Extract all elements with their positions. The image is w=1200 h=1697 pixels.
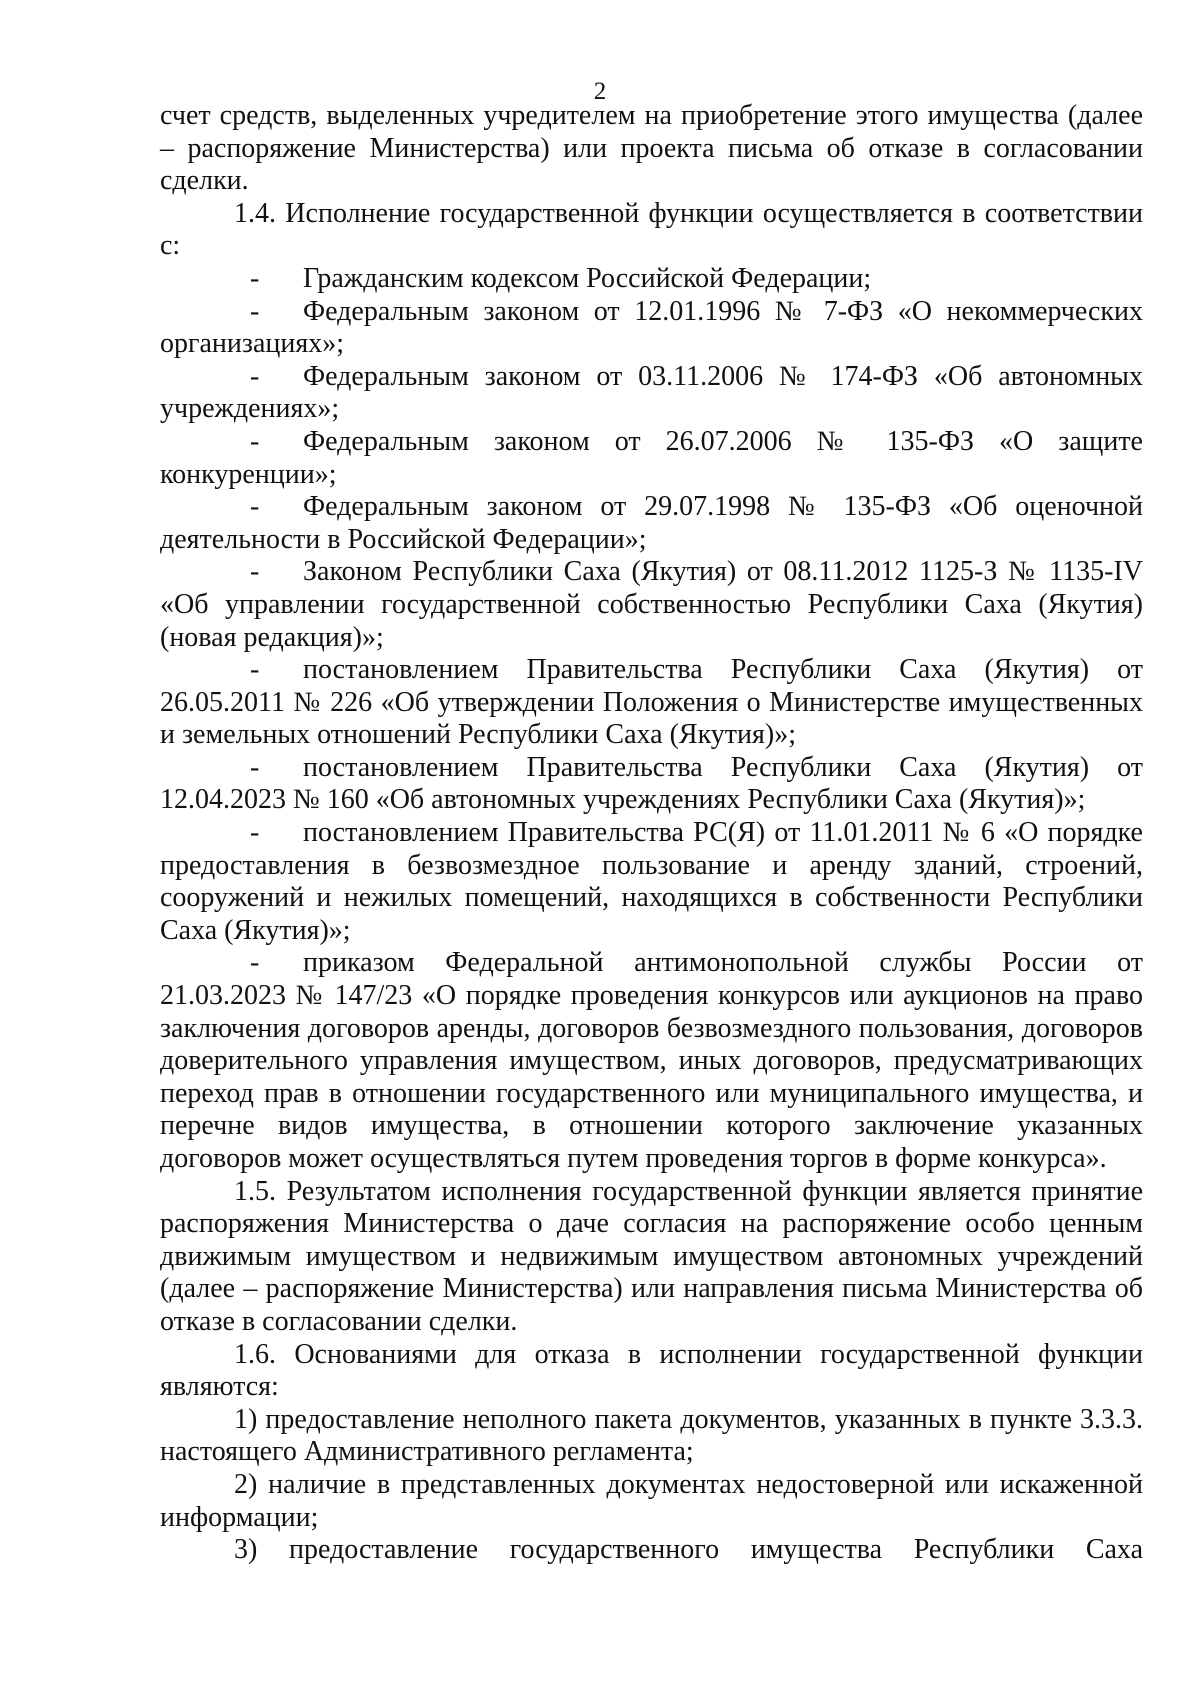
legal-basis-text: Законом Республики Саха (Якутия) от 08.11.2012 1125-З № 1135-IV «Об управлении государственной собственностью Республики Саха (Якутия) (новая редакция)»; <box>160 556 1143 653</box>
legal-basis-text: приказом Федеральной антимонопольной службы России от 21.03.2023 № 147/23 «О порядке проведения конкурсов или аукционов на право заключения договоров аренды, договоров безвозмездного пользования, договоров доверительного управления имуществом, иных договоров, предусматривающих переход прав в отношении государственного или муниципального имущества, и перечне видов имущества, в отношении которого заключение указанных договоров может осуществляться путем проведения торгов в форме конкурса». <box>160 947 1143 1174</box>
legal-basis-text: Федеральным законом от 12.01.1996 № 7-ФЗ «О некоммерческих организациях»; <box>160 295 1143 360</box>
legal-basis-item <box>160 654 1143 752</box>
page-number: 2 <box>593 78 607 105</box>
legal-basis-item <box>160 752 1143 817</box>
document-body <box>160 100 1143 1567</box>
legal-basis-text: Федеральным законом от 03.11.2006 № 174-ФЗ «Об автономных учреждениях»; <box>160 360 1143 425</box>
list-dash: - <box>250 491 260 523</box>
intro-paragraph: счет средств, выделенных учредителем на приобретение этого имущества (далее – распоряжение Министерства) или проекта письма об отказе в согласовании сделки. <box>160 100 1143 197</box>
legal-basis-text: Федеральным законом от 26.07.2006 № 135-ФЗ «О защите конкуренции»; <box>160 425 1143 490</box>
list-dash: - <box>250 556 260 588</box>
legal-basis-item <box>160 361 1143 426</box>
list-dash: - <box>250 295 260 327</box>
legal-basis-item <box>160 296 1143 361</box>
legal-basis-item <box>160 263 1143 296</box>
list-dash: - <box>250 751 260 783</box>
legal-basis-text: постановлением Правительства РС(Я) от 11.01.2011 № 6 «О порядке предоставления в безвозмездное пользование и аренду зданий, строений, сооружений и нежилых помещений, находящихся в собственности Республики Саха (Якутия)»; <box>160 817 1143 946</box>
refusal-ground-item: 3) предоставление государственного имущества Республики Саха <box>234 1534 1143 1566</box>
refusal-ground-item: 1) предоставление неполного пакета документов, указанных в пункте 3.3.3. настоящего Административного регламента; <box>160 1403 1143 1468</box>
list-dash: - <box>250 425 260 457</box>
section-1-4-lead: 1.4. Исполнение государственной функции осуществляется в соответствии с: <box>160 197 1143 262</box>
list-dash: - <box>250 262 260 294</box>
refusal-ground-item: 2) наличие в представленных документах недостоверной или искаженной информации; <box>160 1468 1143 1533</box>
legal-basis-item <box>160 556 1143 654</box>
legal-basis-text: постановлением Правительства Республики Саха (Якутия) от 26.05.2011 № 226 «Об утверждении Положения о Министерстве имущественных и земельных отношений Республики Саха (Якутия)»; <box>160 654 1143 751</box>
list-dash: - <box>250 360 260 392</box>
legal-basis-text: постановлением Правительства Республики Саха (Якутия) от 12.04.2023 № 160 «Об автономных учреждениях Республики Саха (Якутия)»; <box>160 751 1143 816</box>
legal-basis-text: Гражданским кодексом Российской Федерации; <box>303 262 872 294</box>
legal-basis-item <box>160 426 1143 491</box>
section-1-5-paragraph: 1.5. Результатом исполнения государственной функции является принятие распоряжения Министерства о даче согласия на распоряжение особо ценным движимым имуществом и недвижимым имуществом автономных учреждений (далее – распоряжение Министерства) или направления письма Министерства об отказе в согласовании сделки. <box>160 1175 1143 1337</box>
list-dash: - <box>250 817 260 849</box>
legal-basis-item <box>160 817 1143 947</box>
legal-basis-item <box>160 947 1143 1175</box>
section-1-6-lead: 1.6. Основаниями для отказа в исполнении государственной функции являются: <box>160 1338 1143 1403</box>
legal-basis-item <box>160 491 1143 556</box>
list-dash: - <box>250 947 260 979</box>
legal-basis-text: Федеральным законом от 29.07.1998 № 135-ФЗ «Об оценочной деятельности в Российской Федерации»; <box>160 491 1143 555</box>
list-dash: - <box>250 654 260 686</box>
